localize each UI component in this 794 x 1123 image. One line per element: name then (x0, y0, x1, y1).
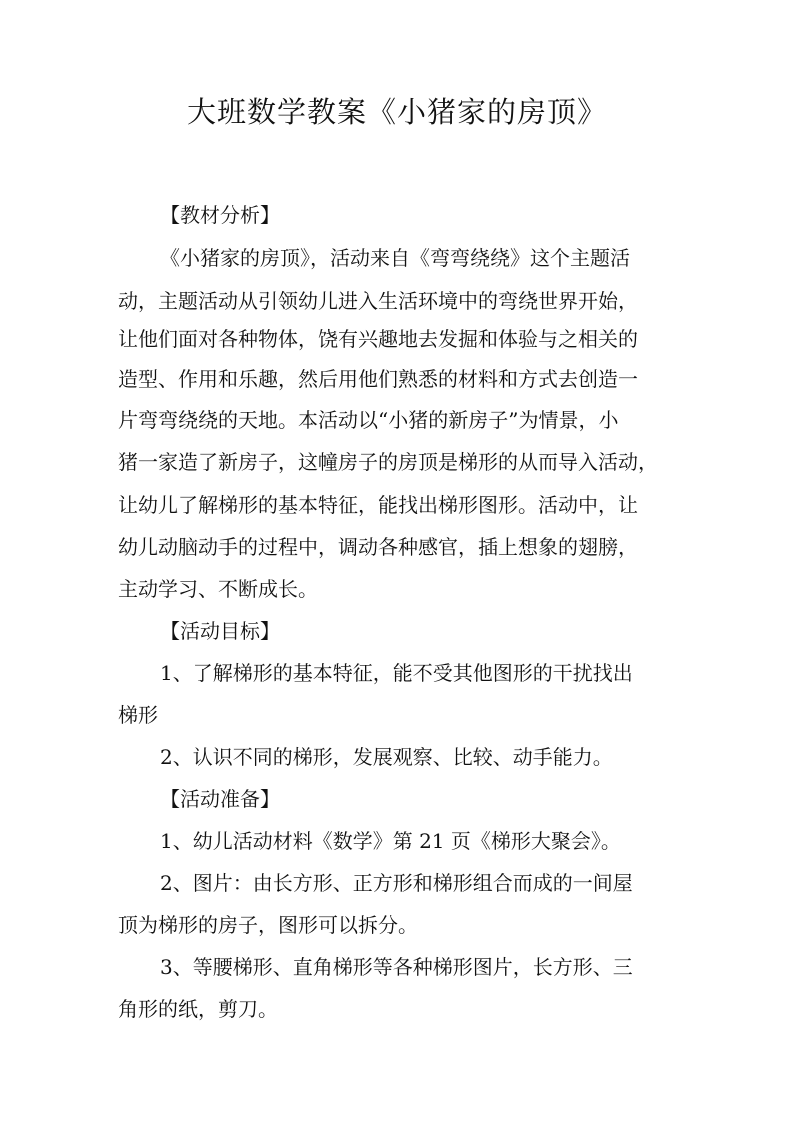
paragraph-line: 1、幼儿活动材料《数学》第 21 页《梯形大聚会》。 (160, 829, 621, 853)
section-heading-analysis: 【教材分析】 (160, 203, 280, 227)
paragraph-line: 片弯弯绕绕的天地。本活动以“小猪的新房子”为情景，小 (118, 408, 619, 432)
paragraph-line: 2、认识不同的梯形，发展观察、比较、动手能力。 (160, 745, 613, 769)
paragraph-line: 动，主题活动从引领幼儿进入生活环境中的弯绕世界开始， (118, 289, 638, 313)
paragraph-line: 梯形 (118, 703, 158, 727)
paragraph-line: 让幼儿了解梯形的基本特征，能找出梯形图形。活动中，让 (118, 493, 638, 517)
paragraph-line: 2、图片：由长方形、正方形和梯形组合而成的一间屋 (160, 871, 633, 895)
paragraph-line: 幼儿动脑动手的过程中，调动各种感官，插上想象的翅膀， (118, 535, 638, 559)
paragraph-line: 顶为梯形的房子，图形可以拆分。 (118, 913, 418, 937)
section-heading-preparation: 【活动准备】 (160, 787, 280, 811)
paragraph-line: 让他们面对各种物体，饶有兴趣地去发掘和体验与之相关的 (118, 327, 638, 351)
page-title: 大班数学教案《小猪家的房顶》 (186, 95, 607, 129)
paragraph-line: 造型、作用和乐趣，然后用他们熟悉的材料和方式去创造一 (118, 367, 638, 391)
paragraph-line: 主动学习、不断成长。 (118, 577, 318, 601)
paragraph-line: 角形的纸，剪刀。 (118, 997, 278, 1021)
paragraph-line: 猪一家造了新房子，这幢房子的房顶是梯形的从而导入活动， (118, 450, 658, 474)
paragraph-line: 1、了解梯形的基本特征，能不受其他图形的干扰找出 (160, 661, 633, 685)
paragraph-line: 《小猪家的房顶》，活动来自《弯弯绕绕》这个主题活 (160, 246, 630, 270)
section-heading-goals: 【活动目标】 (160, 619, 280, 643)
paragraph-line: 3、等腰梯形、直角梯形等各种梯形图片，长方形、三 (160, 955, 633, 979)
